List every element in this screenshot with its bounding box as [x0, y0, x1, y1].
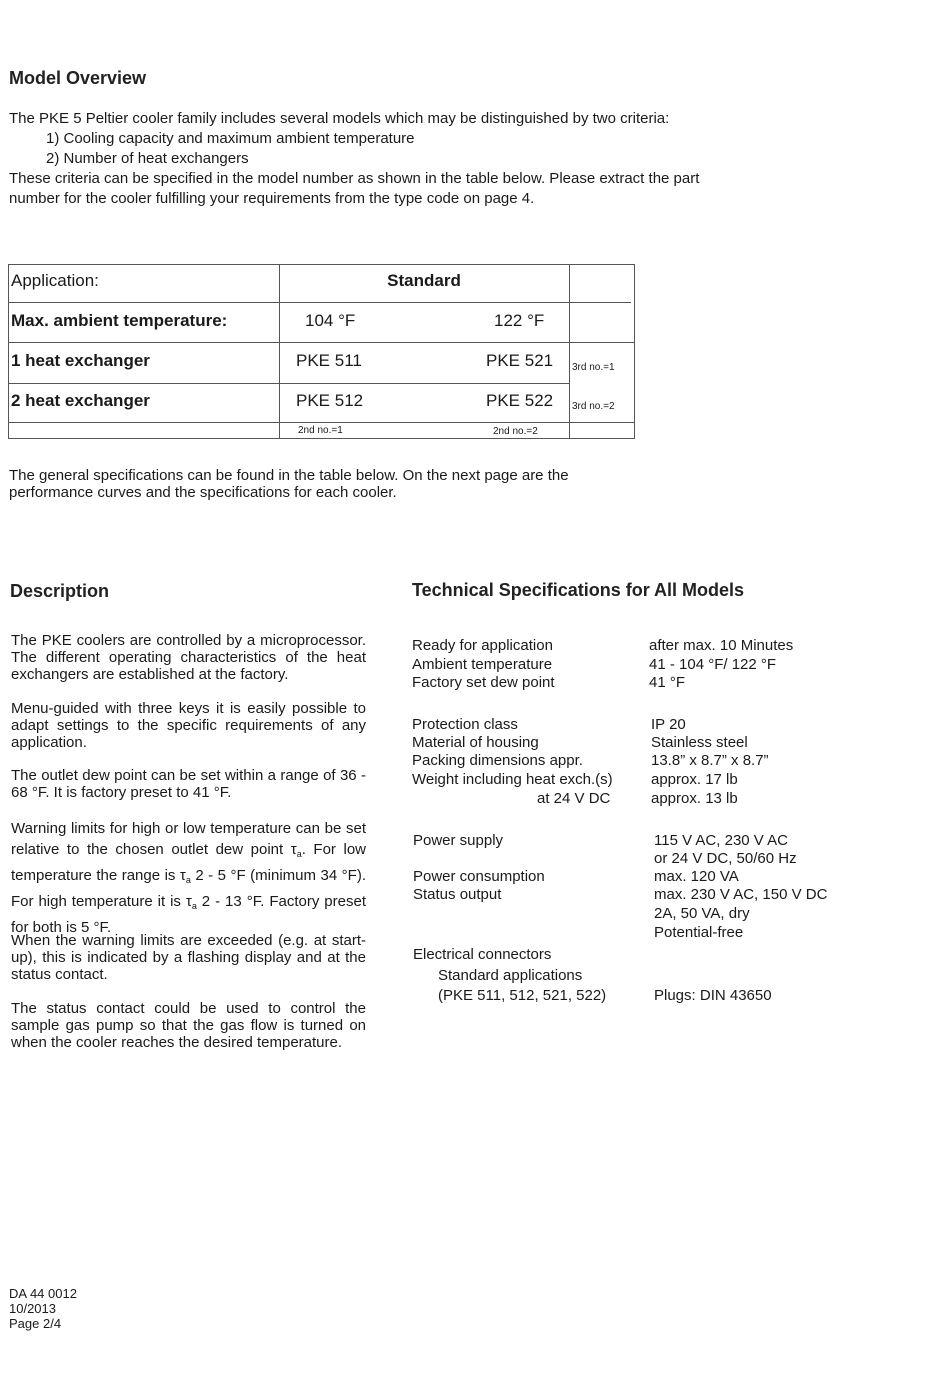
row-label-1: 1 heat exchanger	[11, 351, 150, 370]
temp-104: 104 °F	[305, 311, 356, 330]
spec-label: Power consumption	[413, 868, 545, 885]
model-pke-511: PKE 511	[296, 351, 362, 370]
model-pke-522: PKE 522	[486, 391, 554, 410]
description-paragraph-3: The outlet dew point can be set within a range of 36 - 68 °F. It is factory preset to 41 °F.	[11, 767, 366, 801]
row-label-2: 2 heat exchanger	[11, 391, 150, 410]
criterion-2: 2) Number of heat exchangers	[46, 150, 249, 167]
spec-value: or 24 V DC, 50/60 Hz	[654, 850, 797, 867]
spec-label: Ambient temperature	[412, 656, 553, 673]
connectors-sub: Standard applications	[438, 967, 583, 984]
spec-value: approx. 17 lb	[651, 771, 738, 788]
overview-paragraph-line1: These criteria can be specified in the model number as shown in the table below. Please extract the part	[9, 170, 700, 187]
spec-value: 2A, 50 VA, dry	[654, 905, 750, 922]
application-label: Application:	[11, 271, 99, 290]
spec-label: Factory set dew point	[412, 674, 555, 691]
description-paragraph-4: Warning limits for high or low temperature can be set relative to the chosen outlet dew point $\tau_a$. For low temperature the range is $\tau_a$ 2 - 5 °F (minimum 34 °F). For high temperature it is $\tau_a$ 2 - 13 °F. Factory preset for both is 5 °F.	[11, 820, 367, 936]
temp-122: 122 °F	[494, 311, 545, 330]
description-heading: Description	[10, 581, 110, 601]
overview-heading: Model Overview	[9, 68, 147, 88]
spec-value: approx. 13 lb	[651, 790, 738, 807]
table-rule	[569, 265, 570, 438]
connectors-models: (PKE 511, 512, 521, 522)	[438, 987, 607, 1004]
spec-value: Stainless steel	[651, 734, 748, 751]
row-note-1: 3rd no.=1	[572, 362, 615, 373]
spec-label: Protection class	[412, 716, 518, 733]
general-note-line1: The general specifications can be found in the table below. On the next page are the	[9, 467, 569, 484]
table-rule	[9, 342, 634, 343]
spec-value: 13.8” x 8.7” x 8.7”	[651, 752, 769, 769]
specs-heading: Technical Specifications for All Models	[412, 580, 745, 600]
spec-value: IP 20	[651, 716, 686, 733]
spec-label: Material of housing	[412, 734, 539, 751]
spec-label: Weight including heat exch.(s)	[412, 771, 613, 788]
spec-value: max. 120 VA	[654, 868, 739, 885]
table-rule	[9, 302, 631, 303]
overview-paragraph-line2: number for the cooler fulfilling your requirements from the type code on page 4.	[9, 190, 535, 207]
model-pke-512: PKE 512	[296, 391, 364, 410]
connectors-value: Plugs: DIN 43650	[654, 987, 772, 1004]
overview-intro: The PKE 5 Peltier cooler family includes several models which may be distinguished by two criteria:	[9, 110, 670, 127]
application-value: Standard	[387, 271, 461, 290]
max-temp-label: Max. ambient temperature:	[11, 311, 228, 330]
spec-label: Packing dimensions appr.	[412, 752, 583, 769]
description-paragraph-6: The status contact could be used to control the sample gas pump so that the gas flow is turned on when the cooler reaches the desired temperature.	[11, 1000, 366, 1051]
description-paragraph-1: The PKE coolers are controlled by a microprocessor. The different operating characteristics of the heat exchangers are established at the factory.	[11, 632, 366, 683]
model-pke-521: PKE 521	[486, 351, 554, 370]
spec-label: at 24 V DC	[537, 790, 611, 807]
spec-value: after max. 10 Minutes	[649, 637, 794, 654]
col-note-1: 2nd no.=1	[298, 425, 343, 436]
connectors-label: Electrical connectors	[413, 946, 552, 963]
description-paragraph-2: Menu-guided with three keys it is easily possible to adapt settings to the specific requirements of any application.	[11, 700, 366, 751]
general-note-line2: performance curves and the specifications for each cooler.	[9, 484, 397, 501]
col-note-2: 2nd no.=2	[493, 426, 538, 437]
row-note-2: 3rd no.=2	[572, 401, 615, 412]
spec-value: max. 230 V AC, 150 V DC	[654, 886, 828, 903]
spec-value: 41 - 104 °F/ 122 °F	[649, 656, 777, 673]
table-rule	[9, 383, 569, 384]
spec-value: 41 °F	[649, 674, 686, 691]
spec-value: Potential-free	[654, 924, 744, 941]
model-table	[8, 264, 635, 439]
footer-doc-number: DA 44 0012	[9, 1286, 77, 1301]
spec-value: 115 V AC, 230 V AC	[654, 832, 788, 849]
table-rule	[9, 422, 634, 423]
spec-label: Power supply	[413, 832, 504, 849]
spec-label: Status output	[413, 886, 502, 903]
footer-date: 10/2013	[9, 1301, 56, 1316]
footer-page: Page 2/4	[9, 1316, 62, 1331]
description-paragraph-5: When the warning limits are exceeded (e.g. at start-up), this is indicated by a flashing display and at the status contact.	[11, 932, 366, 983]
criterion-1: 1) Cooling capacity and maximum ambient temperature	[46, 130, 415, 147]
spec-label: Ready for application	[412, 637, 553, 654]
